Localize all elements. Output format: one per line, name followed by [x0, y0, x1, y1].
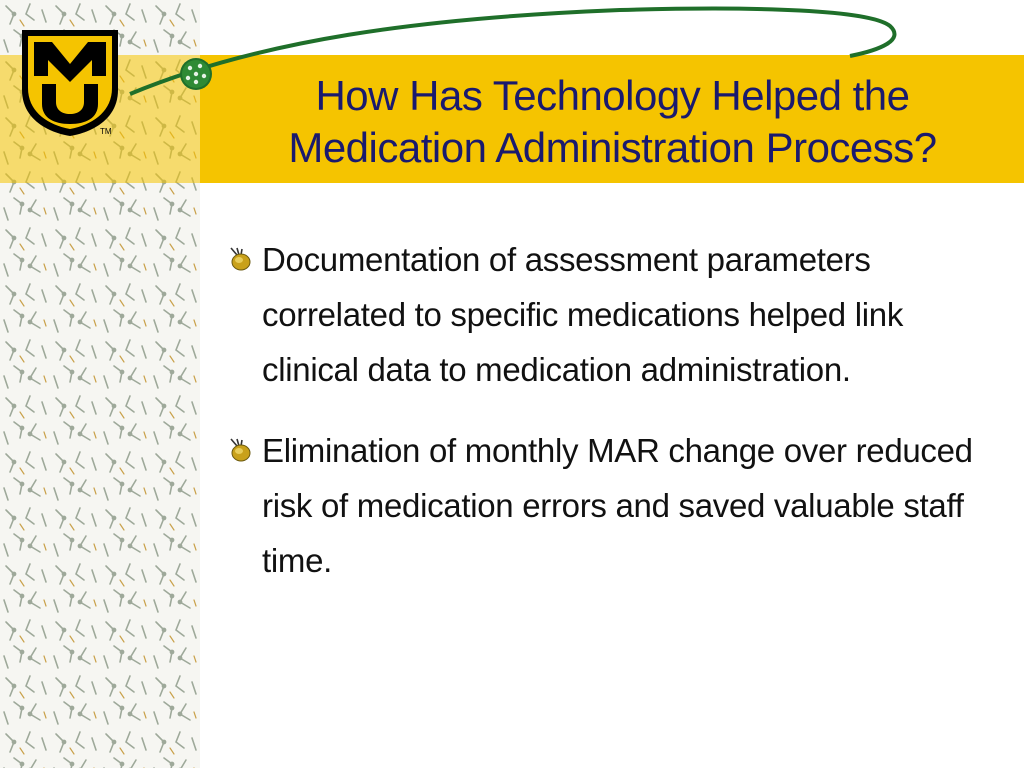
slide-title — [205, 62, 1020, 182]
slide-title-line-2: Medication Administration Process? — [288, 124, 937, 171]
bullet-item — [228, 232, 998, 397]
bullet-text: Elimination of monthly MAR change over reduced risk of medication errors and saved valuable staff time. — [262, 432, 973, 579]
bullet-list — [228, 232, 998, 614]
slide-title-line-1: How Has Technology Helped the — [315, 72, 910, 119]
trademark-mark: TM — [100, 127, 112, 136]
bee-bullet-icon — [228, 246, 252, 272]
bullet-text: Documentation of assessment parameters correlated to specific medications helped link clinical data to medication administration. — [262, 241, 904, 388]
bullet-item — [228, 423, 998, 588]
bee-bullet-icon — [228, 437, 252, 463]
mizzou-logo — [18, 26, 122, 138]
